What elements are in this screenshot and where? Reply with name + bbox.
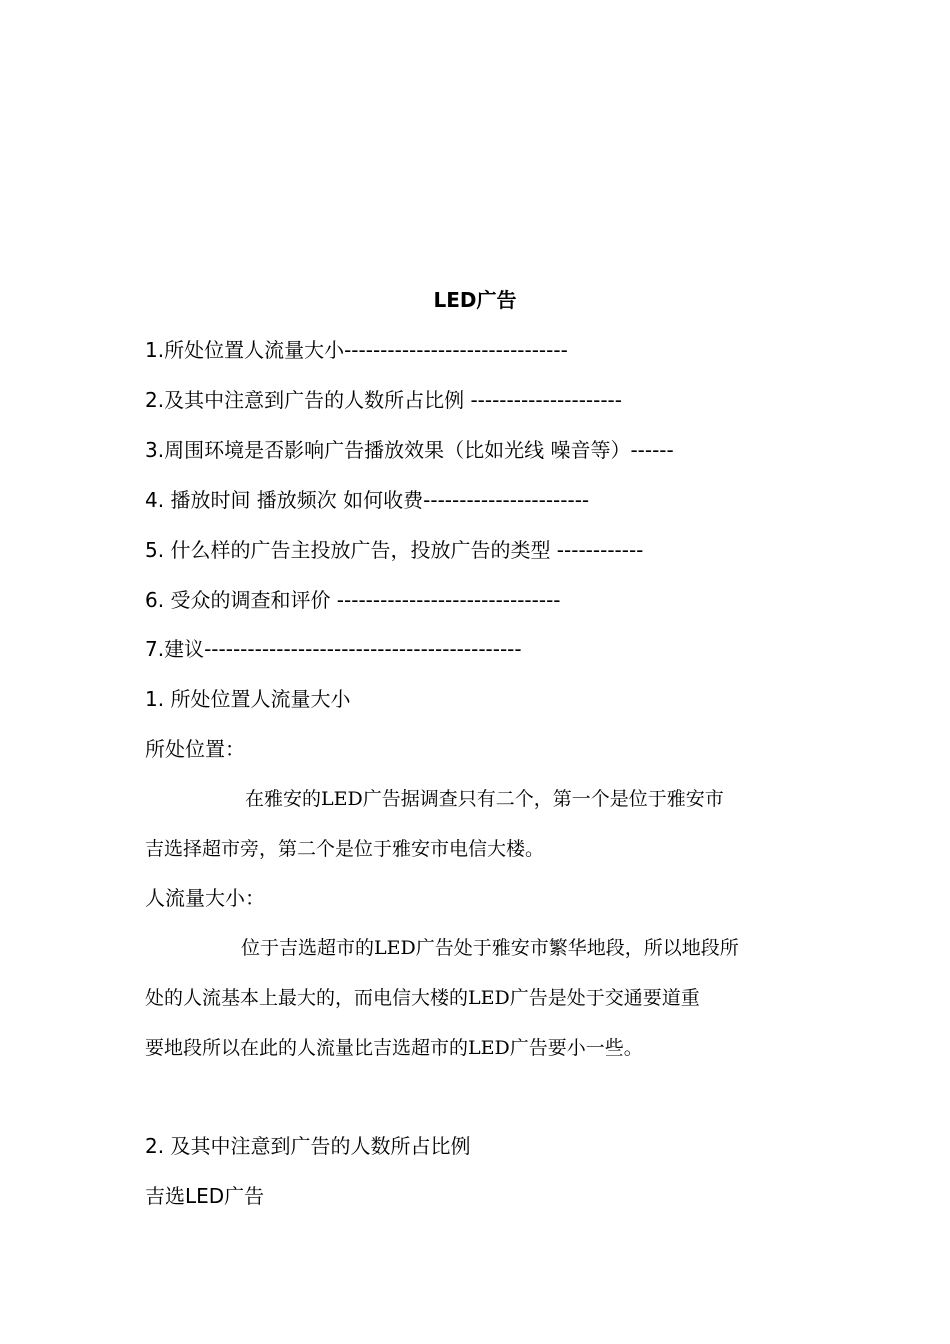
location-paragraph-line-1: 在雅安的LED广告据调查只有二个，第一个是位于雅安市	[245, 788, 724, 810]
toc-item-6: 6. 受众的调查和评价 -------------------------------	[145, 588, 561, 612]
traffic-label: 人流量大小：	[145, 886, 265, 910]
traffic-paragraph-line-3: 要地段所以在此的人流量比吉选超市的LED广告要小一些。	[145, 1037, 643, 1059]
toc-item-4: 4. 播放时间 播放频次 如何收费-----------------------	[145, 488, 590, 512]
toc-item-7: 7.建议--------------------------------------------	[145, 637, 522, 661]
toc-item-2: 2.及其中注意到广告的人数所占比例 ---------------------	[145, 388, 622, 412]
traffic-paragraph-line-1: 位于吉选超市的LED广告处于雅安市繁华地段，所以地段所	[241, 937, 739, 959]
section2-subheading: 吉选LED广告	[145, 1184, 265, 1208]
location-label: 所处位置：	[145, 737, 245, 761]
toc-item-5: 5. 什么样的广告主投放广告，投放广告的类型 ------------	[145, 538, 644, 562]
toc-item-1: 1.所处位置人流量大小-------------------------------	[145, 338, 568, 362]
traffic-paragraph-line-2: 处的人流基本上最大的，而电信大楼的LED广告是处于交通要道重	[145, 987, 700, 1009]
document-title: LED广告	[433, 288, 517, 312]
section2-heading: 2. 及其中注意到广告的人数所占比例	[145, 1134, 471, 1158]
location-paragraph-line-2: 吉选择超市旁，第二个是位于雅安市电信大楼。	[145, 838, 545, 860]
toc-item-3: 3.周围环境是否影响广告播放效果（比如光线 噪音等）------	[145, 438, 674, 462]
section1-heading: 1. 所处位置人流量大小	[145, 687, 351, 711]
